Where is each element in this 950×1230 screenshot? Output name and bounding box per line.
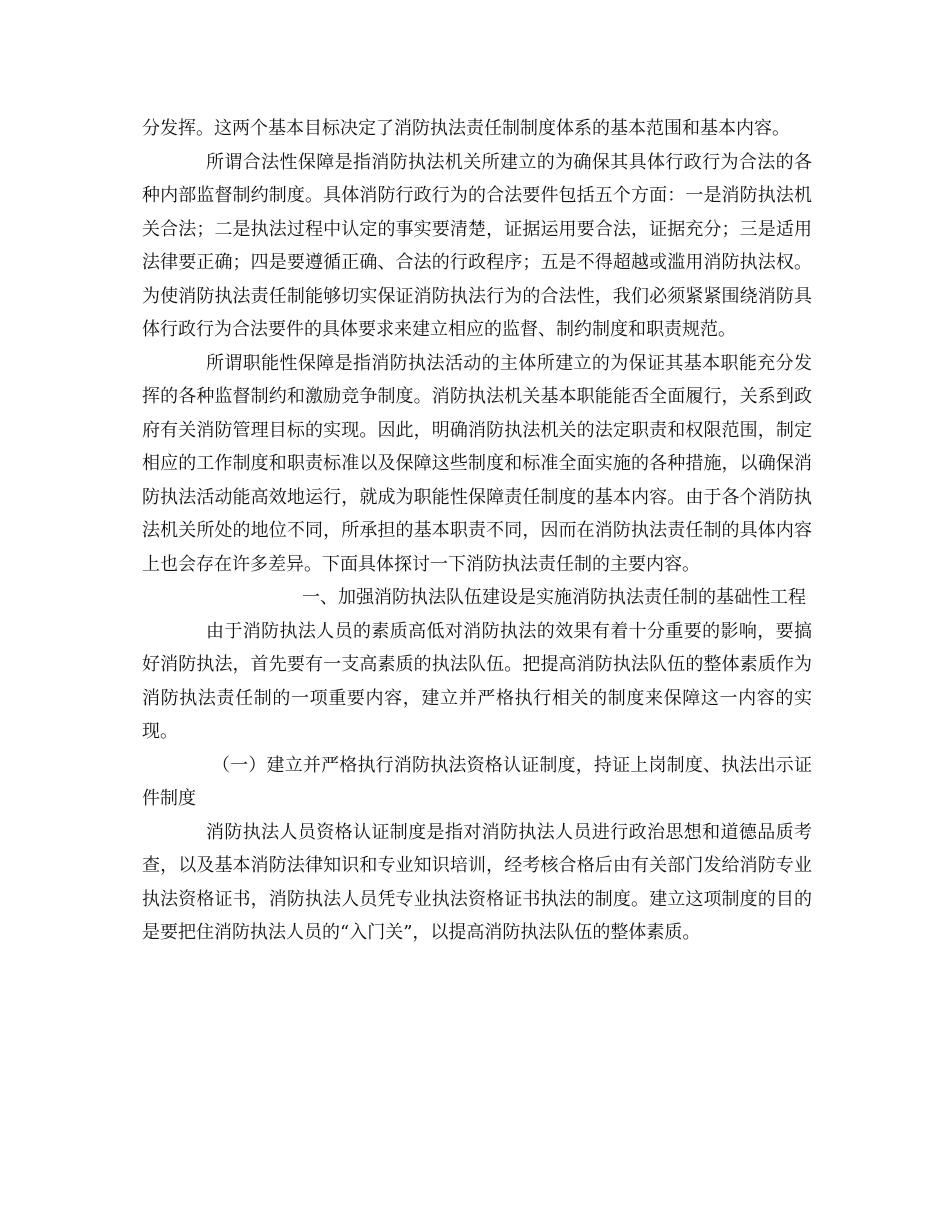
document-body: [142, 112, 812, 950]
paragraph-team-building: 由于消防执法人员的素质高低对消防执法的效果有着十分重要的影响，要搞好消防执法，首先要有一支高素质的执法队伍。把提高消防执法队伍的整体素质作为消防执法责任制的一项重要内容，建立并严格执行相关的制度来保障这一内容的实现。: [142, 620, 812, 742]
section-heading-1: 一、加强消防执法队伍建设是实施消防执法责任制的基础性工程: [302, 587, 806, 608]
paragraph-legality-guarantee: 所谓合法性保障是指消防执法机关所建立的为确保其具体行政行为合法的各种内部监督制约制度。具体消防行政行为的合法要件包括五个方面：一是消防执法机关合法；二是执法过程中认定的事实要清楚，证据运用要合法，证据充分；三是适用法律要正确；四是要遵循正确、合法的行政程序；五是不得超越或滥用消防执法权。为使消防执法责任制能够切实保证消防执法行为的合法性，我们必须紧紧围绕消防具体行政行为合法要件的具体要求来建立相应的监督、制约制度和职责规范。: [142, 151, 812, 340]
paragraph-certification-system: 消防执法人员资格认证制度是指对消防执法人员进行政治思想和道德品质考查，以及基本消防法律知识和专业知识培训，经考核合格后由有关部门发给消防专业执法资格证书，消防执法人员凭专业执法资格证书执法的制度。建立这项制度的目的是要把住消防执法人员的“入门关”，以提高消防执法队伍的整体素质。: [142, 821, 812, 943]
paragraph-functional-guarantee: 所谓职能性保障是指消防执法活动的主体所建立的为保证其基本职能充分发挥的各种监督制约和激励竞争制度。消防执法机关基本职能能否全面履行，关系到政府有关消防管理目标的实现。因此，明确消防执法机关的法定职责和权限范围，制定相应的工作制度和职责标准以及保障这些制度和标准全面实施的各种措施，以确保消防执法活动能高效地运行，就成为职能性保障责任制度的基本内容。由于各个消防执法机关所处的地位不同，所承担的基本职责不同，因而在消防执法责任制的具体内容上也会存在许多差异。下面具体探讨一下消防执法责任制的主要内容。: [142, 352, 812, 575]
paragraph-continuation: 分发挥。这两个基本目标决定了消防执法责任制制度体系的基本范围和基本内容。: [142, 118, 790, 139]
subsection-heading-1: （一）建立并严格执行消防执法资格认证制度，持证上岗制度、执法出示证件制度: [142, 754, 812, 809]
